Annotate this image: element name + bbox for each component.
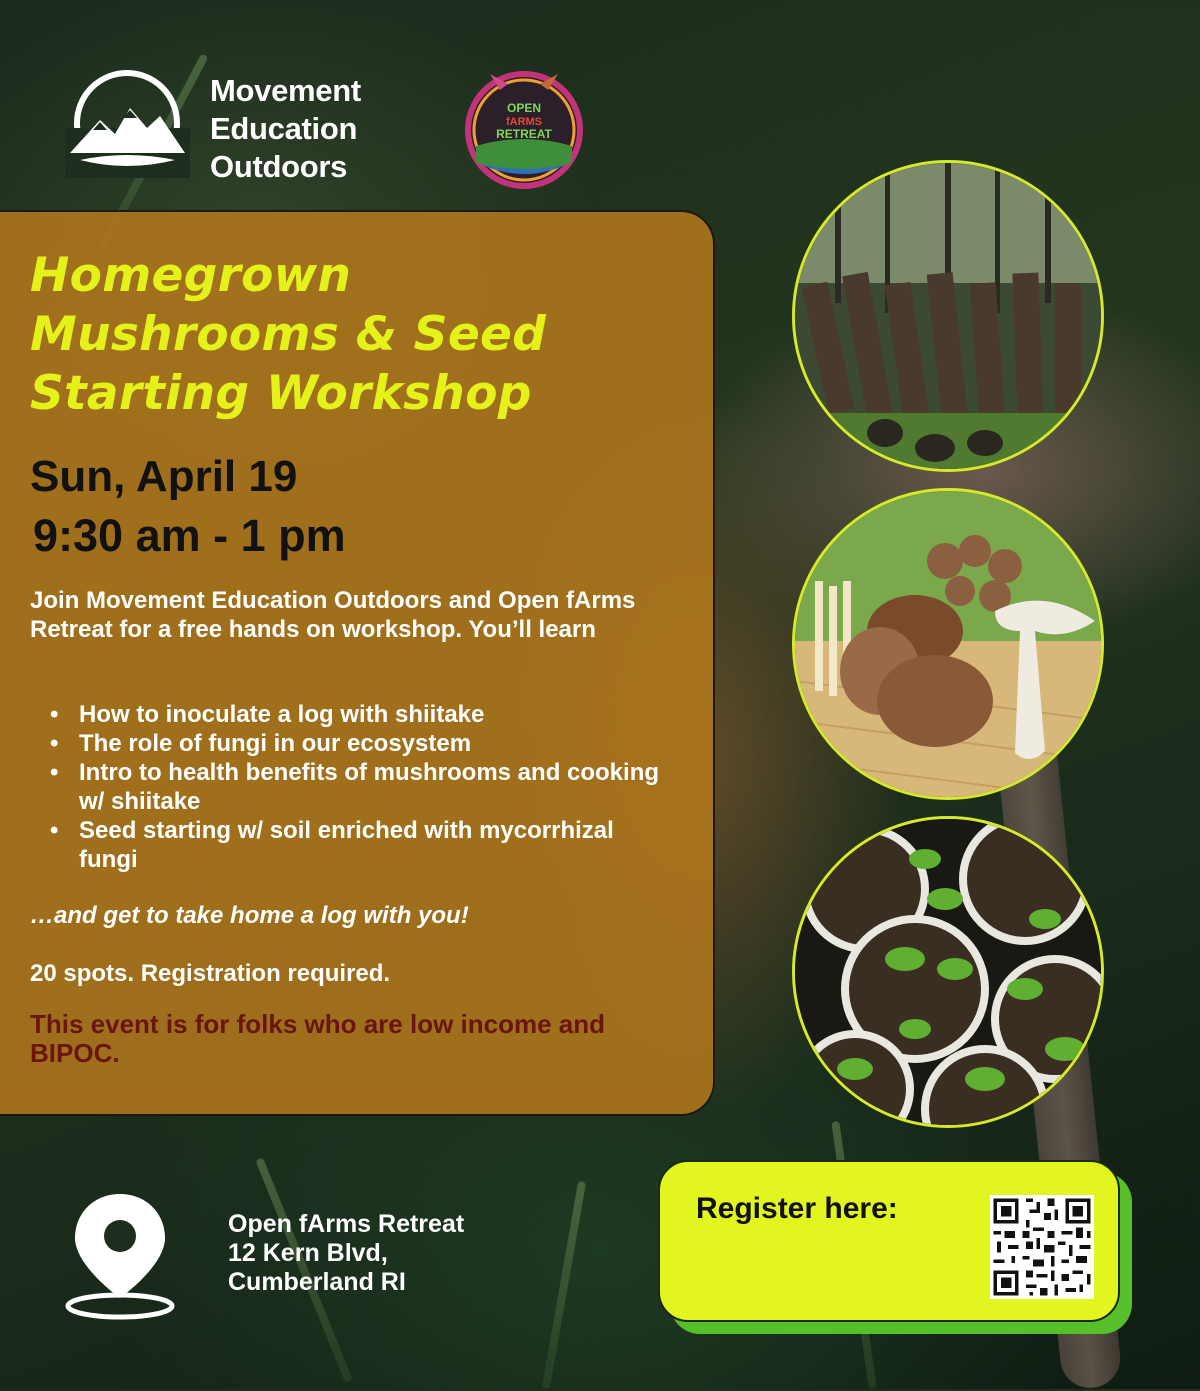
list-item: • How to inoculate a log with shiitake <box>48 700 679 729</box>
meo-logo-text <box>210 72 361 186</box>
register-label: Register here: <box>696 1192 898 1225</box>
audience-note: This event is for folks who are low income and BIPOC. <box>30 1009 606 1068</box>
take-home-note: …and get to take home a log with you! <box>30 902 469 929</box>
title-line-1: Homegrown <box>30 248 352 303</box>
svg-text:OPEN: OPEN <box>506 101 542 115</box>
event-date: Sun, April 19 <box>30 452 298 501</box>
meo-line-1: Movement <box>210 73 361 108</box>
location-pin-icon <box>63 1188 178 1323</box>
svg-text:RETREAT: RETREAT <box>496 127 552 141</box>
learning-list <box>48 700 679 874</box>
mushrooms-basket-photo <box>792 488 1104 800</box>
mountains-logo-icon <box>65 68 190 178</box>
svg-text:fARMS: fARMS <box>505 116 543 128</box>
event-address <box>228 1210 464 1297</box>
event-time: 9:30 am - 1 pm <box>33 510 346 561</box>
event-title <box>30 246 546 423</box>
list-item: • Intro to health benefits of mushrooms and cooking w/ shiitake <box>48 758 679 816</box>
event-intro: Join Movement Education Outdoors and Open fArms Retreat for a free hands on workshop. You’ll learn <box>30 587 636 643</box>
title-line-3: Starting Workshop <box>30 366 532 421</box>
seedlings-photo <box>792 816 1104 1128</box>
qr-code-icon[interactable] <box>990 1195 1094 1299</box>
open-farms-retreat-logo-icon <box>460 62 588 190</box>
spots-note: 20 spots. Registration required. <box>30 960 391 987</box>
address-line-2: 12 Kern Blvd, <box>228 1239 388 1267</box>
meo-line-2: Education <box>210 111 358 146</box>
list-item: • The role of fungi in our ecosystem <box>48 729 679 758</box>
address-line-1: Open fArms Retreat <box>228 1210 465 1238</box>
address-line-3: Cumberland RI <box>228 1268 406 1296</box>
list-item: • Seed starting w/ soil enriched with mycorrhizal fungi <box>48 816 679 874</box>
shiitake-logs-photo <box>792 160 1104 472</box>
meo-line-3: Outdoors <box>210 149 348 184</box>
title-line-2: Mushrooms & Seed <box>30 307 547 362</box>
grass-blade <box>542 1181 586 1389</box>
